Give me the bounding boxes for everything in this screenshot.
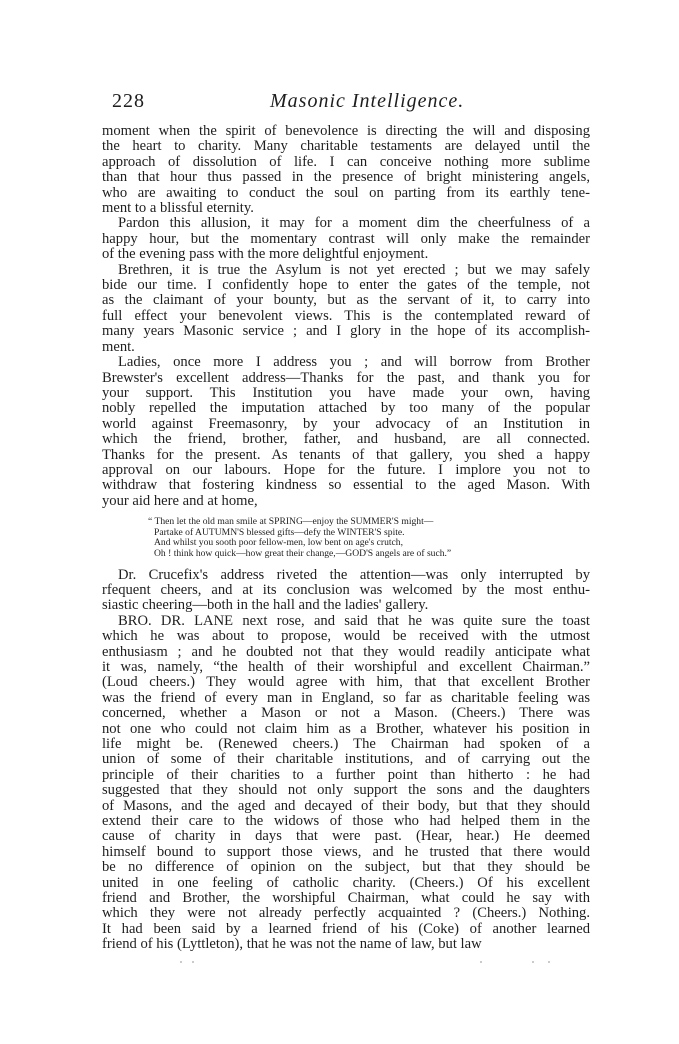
paragraph [102,216,590,262]
text-line: union of some of their charitable institutions, and of carrying out the [102,751,590,768]
text-line: it was, namely, “the health of their worshipful and excellent Chairman.” [102,658,590,675]
text-line: It had been said by a learned friend of his (Coke) of another learned [102,920,590,937]
text-line: your support. This Institution you have made your own, having [102,384,590,401]
text-line: ment. [102,338,135,355]
paragraph [102,614,590,953]
text-line: was the friend of every man in England, so far as charitable feeling was [102,689,590,706]
text-line: Brethren, it is true the Asylum is not yet erected ; but we may safely [118,261,590,278]
text-line: siastic cheering—both in the hall and the ladies' gallery. [102,597,429,614]
text-line: suggested that they should not only support the sons and the daughters [102,782,590,799]
text-line: united in one feeling of catholic charity. (Cheers.) Of his excellent [102,874,590,891]
text-line: life might be. (Renewed cheers.) The Chairman had spoken of a [102,736,590,752]
text-line: approval on our labours. Hope for the future. I implore you not to [102,461,590,478]
text-line: principle of their charities to a further point than hitherto : he had [102,766,590,783]
text-line: Thanks for the present. As tenants of that gallery, you shed a happy [102,446,590,463]
text-line: himself bound to support those views, and he trusted that there would [102,843,590,860]
verse-line: Oh ! think how quick—how great their change,—GOD'S angels are of such.” [154,547,452,559]
text-line: approach of dissolution of life. I can conceive nothing more sublime [102,153,590,170]
text-line: (Loud cheers.) They would agree with him, that that excellent Brother [102,674,590,691]
text-line: rfequent cheers, and at its conclusion was welcomed by the most enthu- [102,581,590,598]
text-line: full effect your benevolent views. This is the contemplated reward of [102,307,590,324]
text-line: than that hour thus passed in the presence of bright ministering angels, [102,169,590,186]
text-line: withdraw that fostering kindness so essential to the aged Mason. With [102,477,590,494]
text-line: of Masons, and the aged and decayed of their body, but that they should [102,797,590,814]
text-line: moment when the spirit of benevolence is directing the will and disposing [102,123,590,139]
text-line: which they were not already perfectly acquainted ? (Cheers.) Nothing. [102,905,590,922]
body-text [102,124,590,953]
paragraph [102,124,590,216]
page-number: 228 [112,90,145,112]
text-line: which he was about to propose, would be received with the utmost [102,628,590,645]
paragraph [102,263,590,355]
text-line: Brewster's excellent address—Thanks for the past, and thank you for [102,369,590,386]
page-header [112,90,582,118]
text-line: of the evening pass with the more delightful enjoyment. [102,246,429,263]
paragraph [102,568,590,614]
text-line: your aid here and at home, [102,492,258,509]
text-line: which the friend, brother, father, and husband, are all connected. [102,431,590,448]
text-line: Pardon this allusion, it may for a moment dim the cheerfulness of a [118,215,590,232]
verse-line: And whilst you sooth poor fellow-men, low bent on age's crutch, [154,537,403,549]
verse-quotation [148,517,590,559]
text-line: who are awaiting to conduct the soul on parting from its earthly tene- [102,184,590,201]
text-line: enthusiasm ; and he doubted not that they would readily anticipate what [102,643,590,660]
verse-line: “ Then let the old man smile at SPRING—enjoy the SUMMER'S might— [148,516,434,528]
text-line: Ladies, once more I address you ; and will borrow from Brother [118,354,590,371]
text-line: be no difference of opinion on the subject, but that they should be [102,859,590,876]
text-line: nobly repelled the imputation attached by too many of the popular [102,400,590,417]
text-line: the heart to charity. Many charitable testaments are delayed until the [102,138,590,155]
text-line: extend their care to the widows of those who had helped them in the [102,813,590,830]
text-line: not one who could not claim him as a Brother, whatever his position in [102,720,590,737]
running-title: Masonic Intelligence. [270,90,465,112]
text-line: friend of his (Lyttleton), that he was not the name of law, but law [102,936,482,953]
paragraph [102,355,590,509]
text-line: many years Masonic service ; and I glory in the hope of its accomplish- [102,323,590,340]
text-line: Dr. Crucefix's address riveted the attention—was only interrupted by [118,566,590,583]
page-speckles [180,961,560,967]
text-line: friend and Brother, the worshipful Chairman, what could he say with [102,890,590,907]
text-line: BRO. DR. LANE next rose, and said that he was quite sure the toast [118,612,590,629]
text-line: world against Freemasonry, by your advocacy of an Institution in [102,415,590,432]
text-line: happy hour, but the momentary contrast will only make the remainder [102,230,590,247]
verse-line: Partake of AUTUMN'S blessed gifts—defy the WINTER'S spite. [154,526,405,538]
text-line: concerned, whether a Mason or not a Mason. (Cheers.) There was [102,705,590,722]
text-line: cause of charity in days that were past. (Hear, hear.) He deemed [102,828,590,845]
text-line: bide our time. I confidently hope to enter the gates of the temple, not [102,277,590,294]
text-line: as the claimant of your bounty, but as the servant of it, to carry into [102,292,590,309]
text-line: ment to a blissful eternity. [102,200,254,217]
